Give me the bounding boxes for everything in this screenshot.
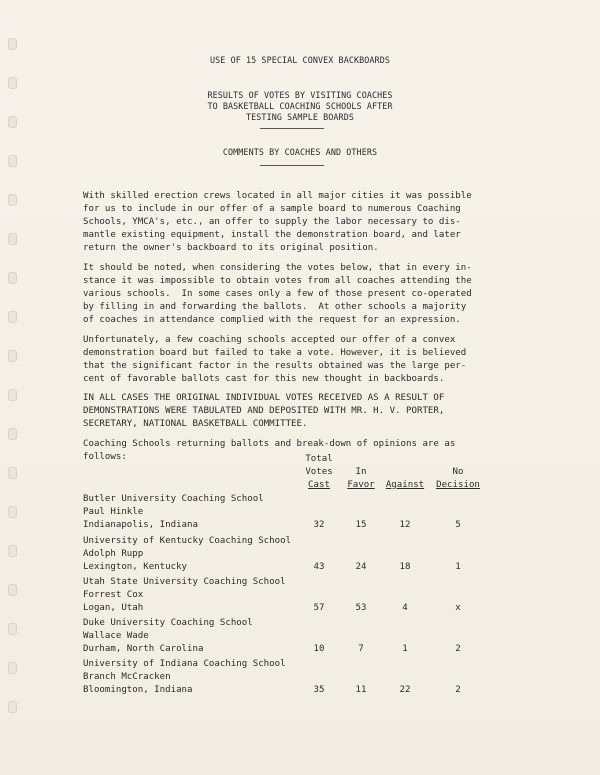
total-votes: 57 [313, 603, 325, 613]
against-votes: 12 [399, 520, 411, 530]
binder-hole [8, 233, 17, 245]
column-header-total [298, 453, 340, 492]
school-location: Bloomington, Indiana [83, 685, 193, 695]
binder-hole [8, 38, 17, 50]
against-votes: 1 [402, 644, 408, 654]
coach-name: Branch McCracken [83, 672, 171, 682]
paragraph-line: by filling in and forwarding the ballots. At other schools a majority [83, 302, 467, 312]
paragraph-line: various schools. In some cases only a few of those present co-operated [83, 289, 472, 299]
against-votes: 22 [399, 685, 411, 695]
paragraph-line: Unfortunately, a few coaching schools accepted our offer of a convex [83, 335, 456, 345]
binder-hole [8, 428, 17, 440]
header-line: Favor [347, 480, 375, 490]
against-votes: 4 [402, 603, 408, 613]
subtitle-line: TO BASKETBALL COACHING SCHOOLS AFTER [207, 101, 393, 111]
school-name: University of Kentucky Coaching School [83, 536, 292, 546]
paragraph-line: Schools, YMCA's, etc., an offer to supply the labor necessary to dis- [83, 217, 461, 227]
paragraph-line: that the significant factor in the results obtained was the large per- [83, 361, 467, 371]
school-location: Logan, Utah [83, 603, 144, 613]
binder-holes [8, 38, 18, 738]
coach-name: Paul Hinkle [83, 507, 144, 517]
no-decision-votes: 1 [455, 562, 461, 572]
subtitle-line: TESTING SAMPLE BOARDS [246, 112, 354, 122]
header-line: Decision [436, 480, 480, 490]
paragraph-line: stance it was impossible to obtain votes from all coaches attending the [83, 276, 472, 286]
paragraph-line: DEMONSTRATIONS WERE TABULATED AND DEPOSITED WITH MR. H. V. PORTER, [83, 406, 445, 416]
school-name: University of Indiana Coaching School [83, 659, 286, 669]
paragraph-line: of coaches in attendance complied with the request for an expression. [83, 315, 461, 325]
binder-hole [8, 389, 17, 401]
paragraph-line: IN ALL CASES THE ORIGINAL INDIVIDUAL VOTES RECEIVED AS A RESULT OF [83, 393, 445, 403]
school-location: Durham, North Carolina [83, 644, 204, 654]
comments-heading: COMMENTS BY COACHES AND OTHERS [222, 147, 378, 157]
binder-hole [8, 545, 17, 557]
binder-hole [8, 350, 17, 362]
coach-name: Adolph Rupp [83, 549, 144, 559]
header-line: Total [305, 454, 333, 464]
paragraph-line: mantle existing equipment, install the demonstration board, and later [83, 230, 461, 240]
subtitle-line: RESULTS OF VOTES BY VISITING COACHES [207, 90, 393, 100]
header-line: No [452, 467, 464, 477]
school-name: Butler University Coaching School [83, 494, 264, 504]
binder-hole [8, 194, 17, 206]
binder-hole [8, 311, 17, 323]
binder-hole [8, 467, 17, 479]
binder-hole [8, 506, 17, 518]
header-line: In [355, 467, 367, 477]
paragraph-line: return the owner's backboard to its original position. [83, 243, 379, 253]
school-location: Indianapolis, Indiana [83, 520, 198, 530]
no-decision-votes: x [455, 603, 461, 613]
in-favor-votes: 24 [355, 562, 367, 572]
coach-name: Wallace Wade [83, 631, 149, 641]
in-favor-votes: 53 [355, 603, 367, 613]
header-line: Cast [308, 480, 330, 490]
divider [260, 165, 324, 166]
paragraph-line: cent of favorable ballots cast for this new thought in backboards. [83, 374, 445, 384]
against-votes: 18 [399, 562, 411, 572]
binder-hole [8, 584, 17, 596]
binder-hole [8, 701, 17, 713]
paragraph-line: With skilled erection crews located in all major cities it was possible [83, 191, 472, 201]
divider [260, 128, 324, 129]
school-name: Utah State University Coaching School [83, 577, 286, 587]
no-decision-votes: 5 [455, 520, 461, 530]
paragraph-line: for us to include in our offer of a sample board to numerous Coaching [83, 204, 461, 214]
binder-hole [8, 77, 17, 89]
binder-hole [8, 623, 17, 635]
binder-hole [8, 662, 17, 674]
paragraph-line: SECRETARY, NATIONAL BASKETBALL COMMITTEE. [83, 419, 308, 429]
in-favor-votes: 7 [358, 644, 364, 654]
paragraph-line: Coaching Schools returning ballots and break-down of opinions are as [83, 439, 456, 449]
column-header-in-favor [340, 466, 382, 492]
document-title: USE OF 15 SPECIAL CONVEX BACKBOARDS [210, 55, 390, 65]
no-decision-votes: 2 [455, 685, 461, 695]
paragraph-line: demonstration board but failed to take a vote. However, it is believed [83, 348, 467, 358]
column-header-against [380, 479, 430, 492]
school-name: Duke University Coaching School [83, 618, 253, 628]
total-votes: 35 [313, 685, 325, 695]
total-votes: 10 [313, 644, 325, 654]
total-votes: 43 [313, 562, 325, 572]
paragraph-line: It should be noted, when considering the votes below, that in every in- [83, 263, 472, 273]
header-line: Votes [305, 467, 333, 477]
in-favor-votes: 11 [355, 685, 367, 695]
in-favor-votes: 15 [355, 520, 367, 530]
binder-hole [8, 272, 17, 284]
school-location: Lexington, Kentucky [83, 562, 188, 572]
column-header-no-decision [430, 466, 486, 492]
total-votes: 32 [313, 520, 325, 530]
header-line: Against [385, 480, 425, 490]
no-decision-votes: 2 [455, 644, 461, 654]
paragraph-line: follows: [83, 452, 127, 462]
coach-name: Forrest Cox [83, 590, 144, 600]
